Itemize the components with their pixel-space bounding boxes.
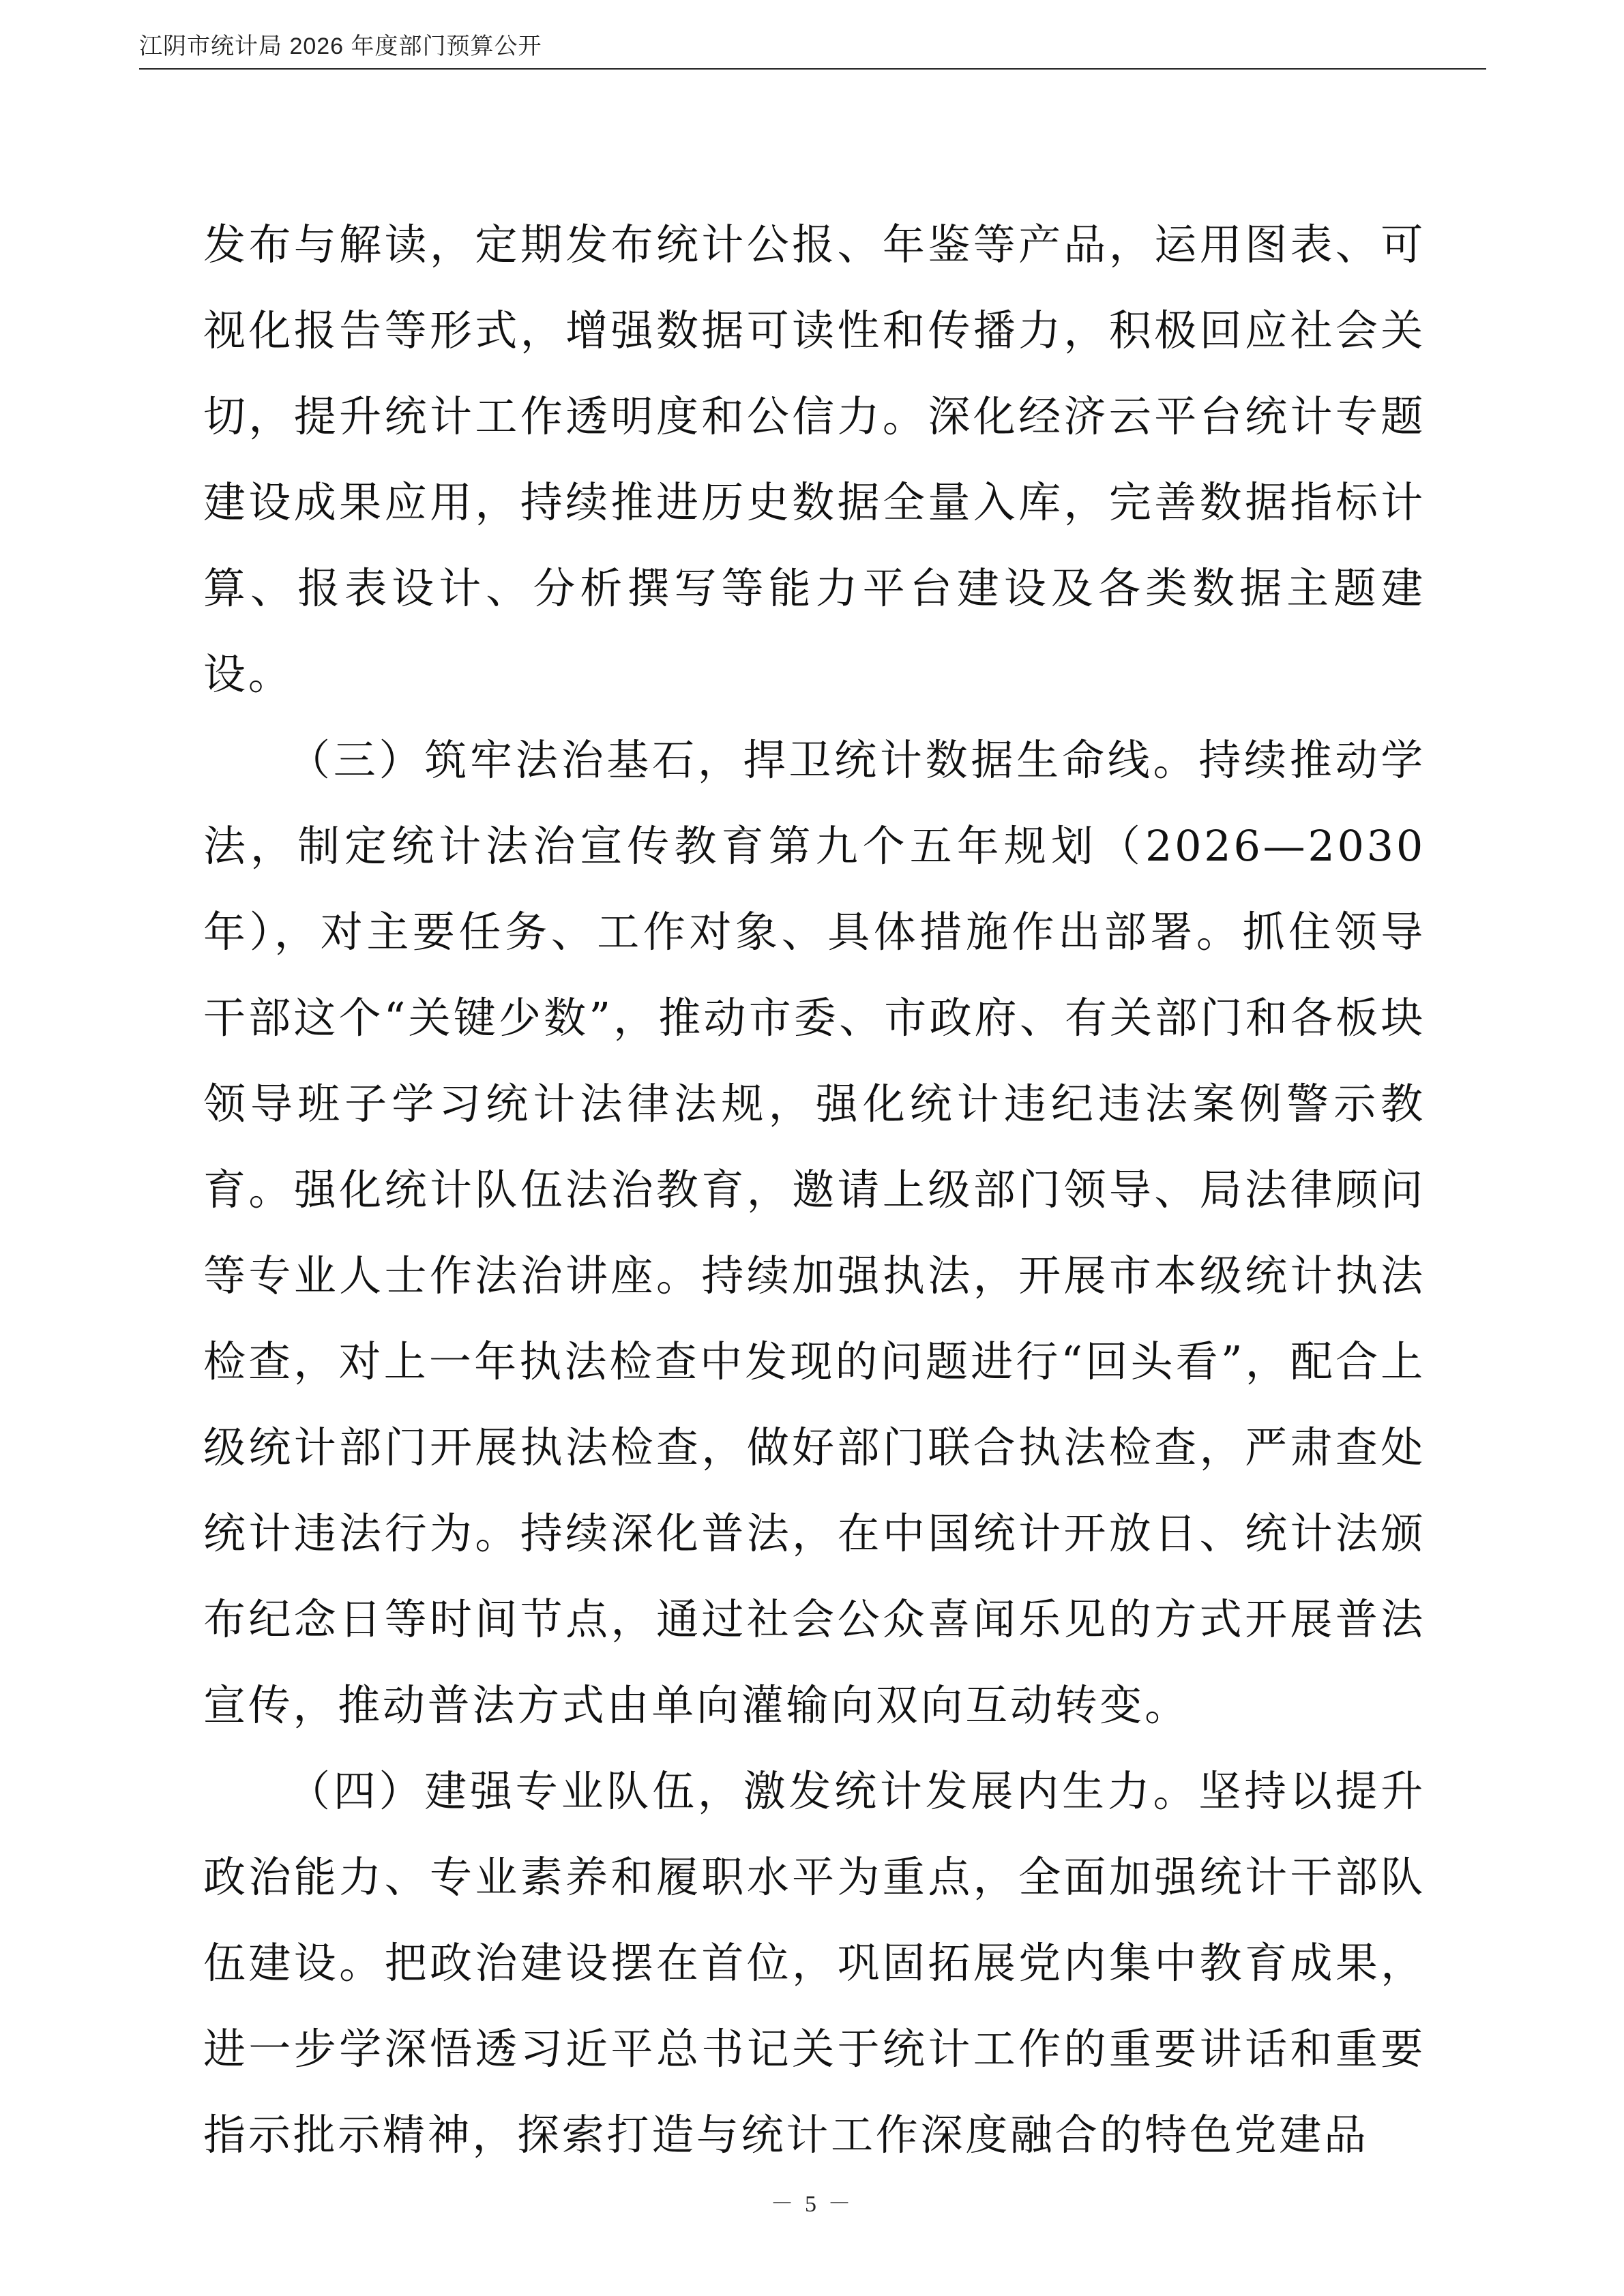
page-number: － 5 －	[770, 2192, 854, 2217]
document-body	[203, 202, 1426, 2178]
page-header	[139, 29, 1486, 70]
header-title: 江阴市统计局 2026 年度部门预算公开	[139, 33, 542, 59]
paragraph-section-four: （四）建强专业队伍，激发统计发展内生力。坚持以提升政治能力、专业素养和履职水平为重点，全面加强统计干部队伍建设。把政治建设摆在首位，巩固拓展党内集中教育成果，进一步学深悟透习近平总书记关于统计工作的重要讲话和重要指示批示精神，探索打造与统计工作深度融合的特色党建品	[203, 1766, 1426, 2160]
paragraph-section-three: （三）筑牢法治基石，捍卫统计数据生命线。持续推动学法，制定统计法治宣传教育第九个五年规划（2026—2030年），对主要任务、工作对象、具体措施作出部署。抓住领导干部这个“关键少数”，推动市委、市政府、有关部门和各板块领导班子学习统计法律法规，强化统计违纪违法案例警示教育。强化统计队伍法治教育，邀请上级部门领导、局法律顾问等专业人士作法治讲座。持续加强执法，开展市本级统计执法检查，对上一年执法检查中发现的问题进行“回头看”，配合上级统计部门开展执法检查，做好部门联合执法检查，严肃查处统计违法行为。持续深化普法，在中国统计开放日、统计法颁布纪念日等时间节点，通过社会公众喜闻乐见的方式开展普法宣传，推动普法方式由单向灌输向双向互动转变。	[203, 735, 1426, 1730]
paragraph-continuation: 发布与解读，定期发布统计公报、年鉴等产品，运用图表、可视化报告等形式，增强数据可读性和传播力，积极回应社会关切，提升统计工作透明度和公信力。深化经济云平台统计专题建设成果应用，持续推进历史数据全量入库，完善数据指标计算、报表设计、分析撰写等能力平台建设及各类数据主题建设。	[203, 220, 1426, 699]
